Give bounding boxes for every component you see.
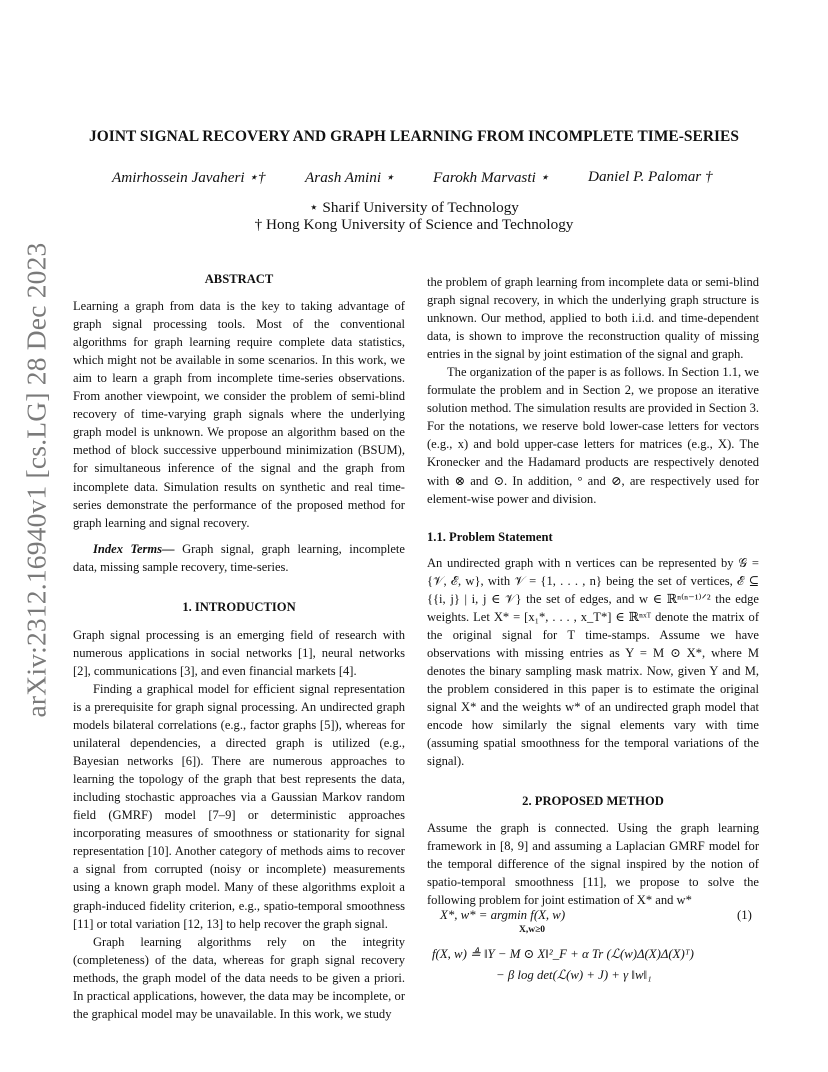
equation-2-line-1: f(X, w) ≜ ‖Y − M ⊙ X‖²_F + α Tr (ℒ(w)Δ(X)Δ(X)ᵀ) [432, 947, 694, 961]
intro-paragraph-3: Graph learning algorithms rely on the integrity (completeness) of the data, whereas for graph signal recovery methods, the graph model of the data needs to be given a priori. In practical applications, however, the data may be incomplete, or the graphical model may be unavailable. In this work, we study [73, 934, 405, 1021]
right-paragraph-1: the problem of graph learning from incomplete data or semi-blind graph signal recovery, in which the underlying graph structure is unknown. Our method, applied to both i.i.d. and time-dependent data, is shown to improve the reconstruction quality of missing entries in the signal by joint estimation of the signal and graph. [427, 275, 759, 362]
problem-statement-text: An undirected graph with n vertices can be represented by 𝒢 = {𝒱, ℰ, w}, with 𝒱 = {1, . . . , n} being the set of vertices, ℰ ⊆ {{i, j} | i, j ∈ 𝒱} the set of edges, and w ∈ ℝⁿ⁽ⁿ⁻¹⁾ᐟ² the edge weights. Let X* = [x₁*, . . . , x_T*] ∈ ℝⁿˣᵀ denote the matrix of the original signal for T time-stamps. Assume we have observations with missing entries as Y = M ⊙ X*, where M denotes the binary sampling mask matrix. Now, given Y and M, the problem considered in this paper is to estimate the original signal X* and the weights w* of an undirected graph model that encode how similarly the signal elements vary with time (assuming spatial smoothness for the temporal variations of the signal). [427, 555, 759, 769]
affiliation-2: † Hong Kong University of Science and Technology [254, 216, 574, 233]
affiliation-1: ⋆ Sharif University of Technology [309, 199, 519, 216]
author-2: Arash Amini ⋆ [305, 169, 395, 186]
proposed-method-heading: 2. PROPOSED METHOD [522, 794, 664, 809]
introduction-heading: 1. INTRODUCTION [182, 599, 296, 614]
abstract-heading: ABSTRACT [204, 272, 274, 286]
equation-1 [440, 906, 565, 924]
author-1: Amirhossein Javaheri ⋆† [112, 169, 266, 186]
equation-2-line-2: − β log det(ℒ(w) + J) + γ ‖w‖₁ [496, 968, 652, 982]
paper-title: JOINT SIGNAL RECOVERY AND GRAPH LEARNING FROM INCOMPLETE TIME-SERIES [89, 128, 739, 145]
right-column [427, 273, 759, 910]
equation-1-subscript: X,w≥0 [519, 925, 546, 935]
proposed-method-text: Assume the graph is connected. Using the graph learning framework in [8, 9] and assuming a Laplacian GMRF model for the temporal difference of the signal inspired by the notion of spatio-temporal smoothness [11], we propose to solve the following problem for joint estimation of X* and w* [427, 821, 759, 908]
index-terms [73, 540, 405, 576]
author-3: Farokh Marvasti ⋆ [433, 169, 550, 186]
intro-paragraph-2: Finding a graphical model for efficient signal representation is a prerequisite for graph signal processing. An undirected graph models bilateral correlations (e.g., factor graphs [5]), whereas for unilateral dependencies, a directed graph is utilized (e.g., Bayesian networks [6]). There are numerous approaches to learning the topology of the graph that best represents the data, including stochastic approaches via a Gaussian Markov random field (GMRF) model [7–9] or deterministic approaches incorporating measures of smoothness or stationarity for signal representation [10]. Another category of methods aims to recover a signal from corrupted (noisy or incomplete) measurements using a known graph model. Many of these algorithms exploit a graph-induced fidelity criterion, e.g., spatio-temporal smoothness [11] or total variation [12, 13] to help recover the graph signal. [73, 681, 405, 931]
author-4: Daniel P. Palomar † [588, 168, 713, 185]
index-terms-text: Graph signal, graph learning, incomplete data, missing sample recovery, time-series. [73, 541, 405, 574]
arxiv-watermark: arXiv:2312.16940v1 [cs.LG] 28 Dec 2023 [20, 242, 52, 718]
index-terms-label: Index Terms— [93, 541, 175, 556]
left-column [73, 270, 405, 1023]
intro-paragraph-1: Graph signal processing is an emerging field of research with numerous applications in social networks [1], neural networks [2], communications [3], and even financial markets [4]. [73, 627, 405, 678]
equation-1-body: X*, w* = argmin f(X, w) [440, 908, 566, 922]
abstract-text: Learning a graph from data is the key to taking advantage of graph signal processing tools. Most of the conventional algorithms for graph learning require complete data statistics, which might not be available in some scenarios. In this work, we aim to learn a graph from incomplete time-series observations. From another viewpoint, we consider the problem of semi-blind recovery of time-varying graph signals where the underlying graph model is unknown. We propose an algorithm based on the method of block successive upperbound minimization (BSUM), for simultaneous inference of the signal and the graph from incomplete data. Simulation results on synthetic and real time-series demonstrate the performance of the proposed method for graph learning and signal recovery. [73, 299, 405, 530]
author-list [0, 168, 828, 190]
right-paragraph-2: The organization of the paper is as follows. In Section 1.1, we formulate the problem and in Section 2, we propose an iterative solution method. The simulation results are provided in Section 3. For the notations, we reserve bold lower-case letters for vectors (e.g., x) and bold upper-case letters for matrices (e.g., X). The Kronecker and the Hadamard products are respectively denoted with ⊗ and ⊙. In addition, ° and ⊘, are respectively used for element-wise power and division. [427, 365, 759, 506]
equation-1-number: (1) [737, 908, 752, 922]
problem-statement-heading: 1.1. Problem Statement [427, 529, 553, 544]
